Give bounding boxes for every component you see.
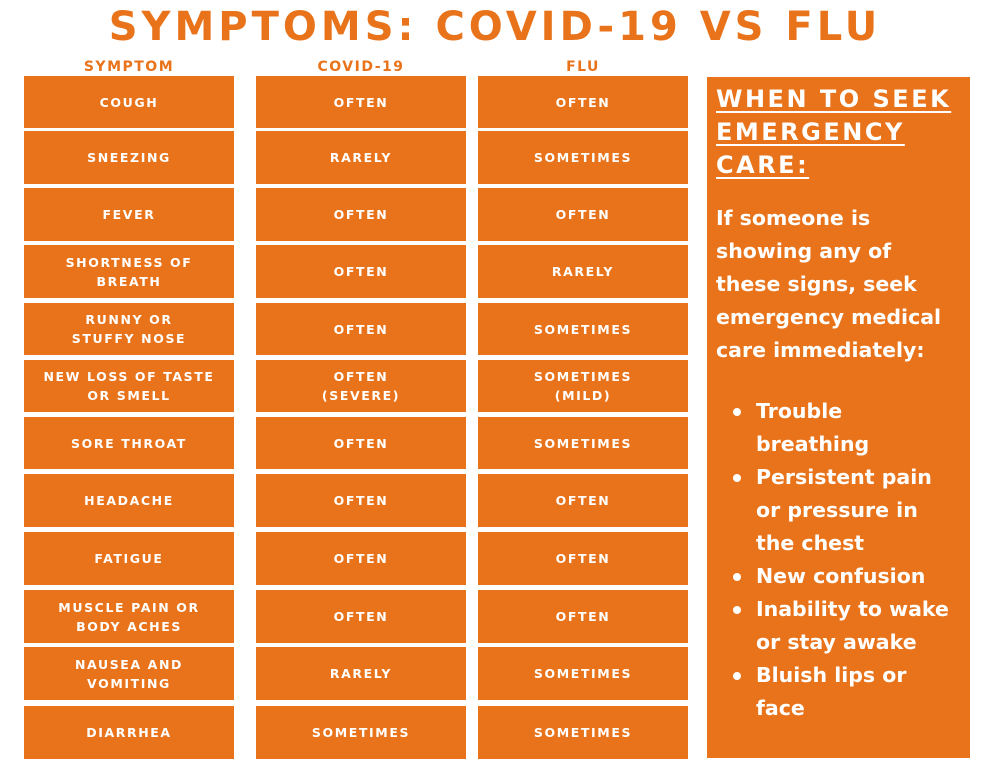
flu-cell: OFTEN — [478, 474, 688, 527]
covid-cell: OFTEN — [256, 303, 466, 355]
flu-cell: OFTEN — [478, 590, 688, 643]
flu-cell: SOMETIMES — [478, 417, 688, 469]
covid-cell: OFTEN — [256, 188, 466, 241]
emergency-care-panel — [707, 77, 970, 758]
bullet-icon — [733, 672, 741, 680]
bullet-icon — [733, 474, 741, 482]
covid-cell: OFTEN — [256, 474, 466, 527]
symptom-cell: RUNNY OR STUFFY NOSE — [24, 303, 234, 355]
covid-cell: RARELY — [256, 131, 466, 184]
covid-cell: SOMETIMES — [256, 706, 466, 759]
covid-cell: OFTEN — [256, 532, 466, 585]
bullet-icon — [733, 408, 741, 416]
emergency-sign-item — [716, 560, 962, 593]
emergency-sign-item — [716, 593, 962, 659]
flu-cell: SOMETIMES — [478, 706, 688, 759]
symptom-cell: SNEEZING — [24, 131, 234, 184]
flu-cell: OFTEN — [478, 188, 688, 241]
header-symptom: SYMPTOM — [83, 59, 175, 75]
emergency-sign-text: Inability to wake or stay awake — [756, 597, 949, 654]
emergency-sign-text: Trouble breathing — [756, 399, 870, 456]
covid-cell: OFTEN — [256, 76, 466, 128]
page-title: SYMPTOMS: COVID-19 VS FLU — [108, 4, 882, 50]
emergency-sign-item — [716, 395, 962, 461]
bullet-icon — [733, 573, 741, 581]
covid-cell: OFTEN (SEVERE) — [256, 360, 466, 412]
flu-cell: OFTEN — [478, 76, 688, 128]
flu-cell: SOMETIMES — [478, 131, 688, 184]
covid-cell: OFTEN — [256, 245, 466, 298]
symptom-cell: MUSCLE PAIN OR BODY ACHES — [24, 590, 234, 643]
emergency-heading: WHEN TO SEEK EMERGENCY CARE: — [716, 85, 952, 179]
symptom-cell: SORE THROAT — [24, 417, 234, 469]
symptom-cell: NAUSEA AND VOMITING — [24, 647, 234, 700]
emergency-sign-item — [716, 659, 962, 725]
emergency-sign-text: Persistent pain or pressure in the chest — [756, 465, 932, 555]
emergency-sign-text: Bluish lips or face — [756, 663, 907, 720]
covid-cell: OFTEN — [256, 590, 466, 643]
flu-cell: SOMETIMES (MILD) — [478, 360, 688, 412]
symptom-cell: COUGH — [24, 76, 234, 128]
symptom-cell: DIARRHEA — [24, 706, 234, 759]
flu-cell: SOMETIMES — [478, 647, 688, 700]
bullet-icon — [733, 606, 741, 614]
symptom-cell: FEVER — [24, 188, 234, 241]
emergency-signs-list — [716, 395, 962, 725]
emergency-sign-item — [716, 461, 962, 560]
flu-cell: SOMETIMES — [478, 303, 688, 355]
emergency-intro: If someone is showing any of these signs, seek emergency medical care immediately: — [716, 206, 942, 362]
symptom-cell: FATIGUE — [24, 532, 234, 585]
covid-cell: OFTEN — [256, 417, 466, 469]
symptom-cell: SHORTNESS OF BREATH — [24, 245, 234, 298]
symptom-cell: HEADACHE — [24, 474, 234, 527]
header-covid: COVID-19 — [317, 59, 405, 75]
emergency-sign-text: New confusion — [756, 564, 926, 588]
symptom-cell: NEW LOSS OF TASTE OR SMELL — [24, 360, 234, 412]
flu-cell: RARELY — [478, 245, 688, 298]
header-flu: FLU — [566, 59, 600, 75]
flu-cell: OFTEN — [478, 532, 688, 585]
covid-cell: RARELY — [256, 647, 466, 700]
